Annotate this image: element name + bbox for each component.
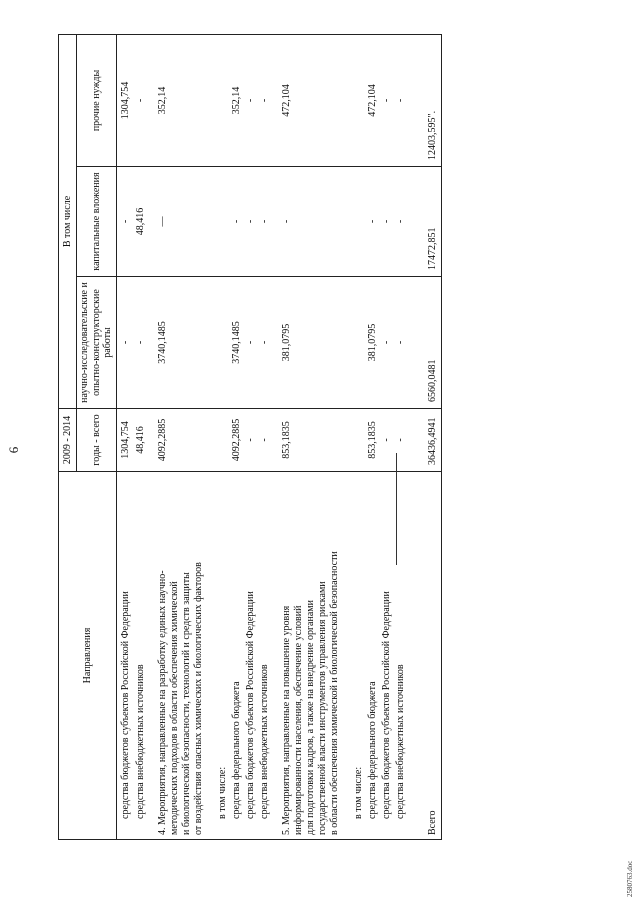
rnd-cell: 381,0795 xyxy=(365,277,379,409)
total-cell: 853,1835 xyxy=(271,409,341,472)
capital-cell xyxy=(341,167,365,277)
capital-cell: - xyxy=(229,167,243,277)
header-total: годы - всего xyxy=(77,409,117,472)
header-period: 2009 - 2014 xyxy=(59,409,77,472)
capital-cell xyxy=(205,167,229,277)
total-cell xyxy=(205,409,229,472)
capital-cell: - xyxy=(379,167,393,277)
direction-cell: средства внебюджетных источников xyxy=(393,472,407,840)
total-cell: - xyxy=(243,409,257,472)
total-rnd-cell: 6560,0481 xyxy=(407,277,442,409)
table-row xyxy=(132,34,147,839)
funding-table xyxy=(58,34,442,840)
table-row xyxy=(117,34,133,839)
direction-cell: в том числе: xyxy=(341,472,365,840)
table-body xyxy=(117,34,442,839)
direction-cell: средства внебюджетных источников xyxy=(257,472,271,840)
total-cell xyxy=(341,409,365,472)
other-cell: - xyxy=(132,34,147,166)
direction-cell: средства внебюджетных источников xyxy=(132,472,147,840)
other-cell xyxy=(341,34,365,166)
rnd-cell xyxy=(341,277,365,409)
total-cell: - xyxy=(393,409,407,472)
total-total-cell: 36436,4941 xyxy=(407,409,442,472)
capital-cell: - xyxy=(393,167,407,277)
capital-cell: 48,416 xyxy=(132,167,147,277)
direction-cell: средства федерального бюджета xyxy=(229,472,243,840)
rnd-cell: - xyxy=(117,277,133,409)
other-cell xyxy=(205,34,229,166)
capital-cell: - xyxy=(271,167,341,277)
capital-cell: — xyxy=(147,167,205,277)
header-row xyxy=(59,34,77,839)
total-cell: 853,1835 xyxy=(365,409,379,472)
capital-cell: - xyxy=(257,167,271,277)
total-label: Всего xyxy=(407,472,442,840)
total-cell: 1304,754 xyxy=(117,409,133,472)
table-row xyxy=(393,34,407,839)
other-cell: 352,14 xyxy=(229,34,243,166)
total-cell: 4092,2885 xyxy=(147,409,205,472)
page-number: 6 xyxy=(6,446,21,454)
rnd-cell: 3740,1485 xyxy=(229,277,243,409)
other-cell: - xyxy=(243,34,257,166)
rnd-cell: - xyxy=(243,277,257,409)
rnd-cell: 3740,1485 xyxy=(147,277,205,409)
total-other-cell: 12403,595". xyxy=(407,34,442,166)
table-row xyxy=(365,34,379,839)
other-cell: 472,104 xyxy=(271,34,341,166)
other-cell: 472,104 xyxy=(365,34,379,166)
total-row xyxy=(407,34,442,839)
capital-cell: - xyxy=(117,167,133,277)
header-other: прочие нужды xyxy=(77,34,117,166)
direction-cell: 5. Мероприятия, направленные на повышение уровня информированности населения, обеспечение условий для подготовки кадров, а также на внедрение органами государственной власти инструментов управления рисками в области обеспечения химической и биологической безопасности xyxy=(271,472,341,840)
table-row xyxy=(229,34,243,839)
other-cell: 1304,754 xyxy=(117,34,133,166)
header-capital: капитальные вложения xyxy=(77,167,117,277)
rnd-cell: - xyxy=(257,277,271,409)
separator-line xyxy=(396,453,397,565)
direction-cell: средства бюджетов субъектов Российской Федерации xyxy=(379,472,393,840)
header-direction: Направления xyxy=(59,472,117,840)
total-cell: 48,416 xyxy=(132,409,147,472)
direction-cell: 4. Мероприятия, направленные на разработку единых научно- методических подходов в области обеспечения химической и биологической безопасности, технологий и средств защиты от воздействия опасных химических и биологических факторов xyxy=(147,472,205,840)
table-row xyxy=(257,34,271,839)
capital-cell: - xyxy=(365,167,379,277)
table-row xyxy=(243,34,257,839)
capital-cell: - xyxy=(243,167,257,277)
document-code: 2580763.doc xyxy=(626,860,634,897)
other-cell: - xyxy=(257,34,271,166)
total-capital-cell: 17472,851 xyxy=(407,167,442,277)
table-row xyxy=(271,34,341,839)
rnd-cell: - xyxy=(379,277,393,409)
table-row xyxy=(379,34,393,839)
direction-cell: средства бюджетов субъектов Российской Федерации xyxy=(243,472,257,840)
rnd-cell xyxy=(205,277,229,409)
total-cell: - xyxy=(257,409,271,472)
total-cell: 4092,2885 xyxy=(229,409,243,472)
header-including: В том числе xyxy=(59,34,77,408)
direction-cell: в том числе: xyxy=(205,472,229,840)
rnd-cell: 381,0795 xyxy=(271,277,341,409)
other-cell: - xyxy=(379,34,393,166)
table-row xyxy=(147,34,205,839)
rnd-cell: - xyxy=(393,277,407,409)
direction-cell: средства бюджетов субъектов Российской Федерации xyxy=(117,472,133,840)
total-cell: - xyxy=(379,409,393,472)
table-row xyxy=(205,34,229,839)
header-rnd: научно-исследовательские и опытно-конструкторские работы xyxy=(77,277,117,409)
other-cell: 352,14 xyxy=(147,34,205,166)
direction-cell: средства федерального бюджета xyxy=(365,472,379,840)
rnd-cell: - xyxy=(132,277,147,409)
table-row xyxy=(341,34,365,839)
other-cell: - xyxy=(393,34,407,166)
